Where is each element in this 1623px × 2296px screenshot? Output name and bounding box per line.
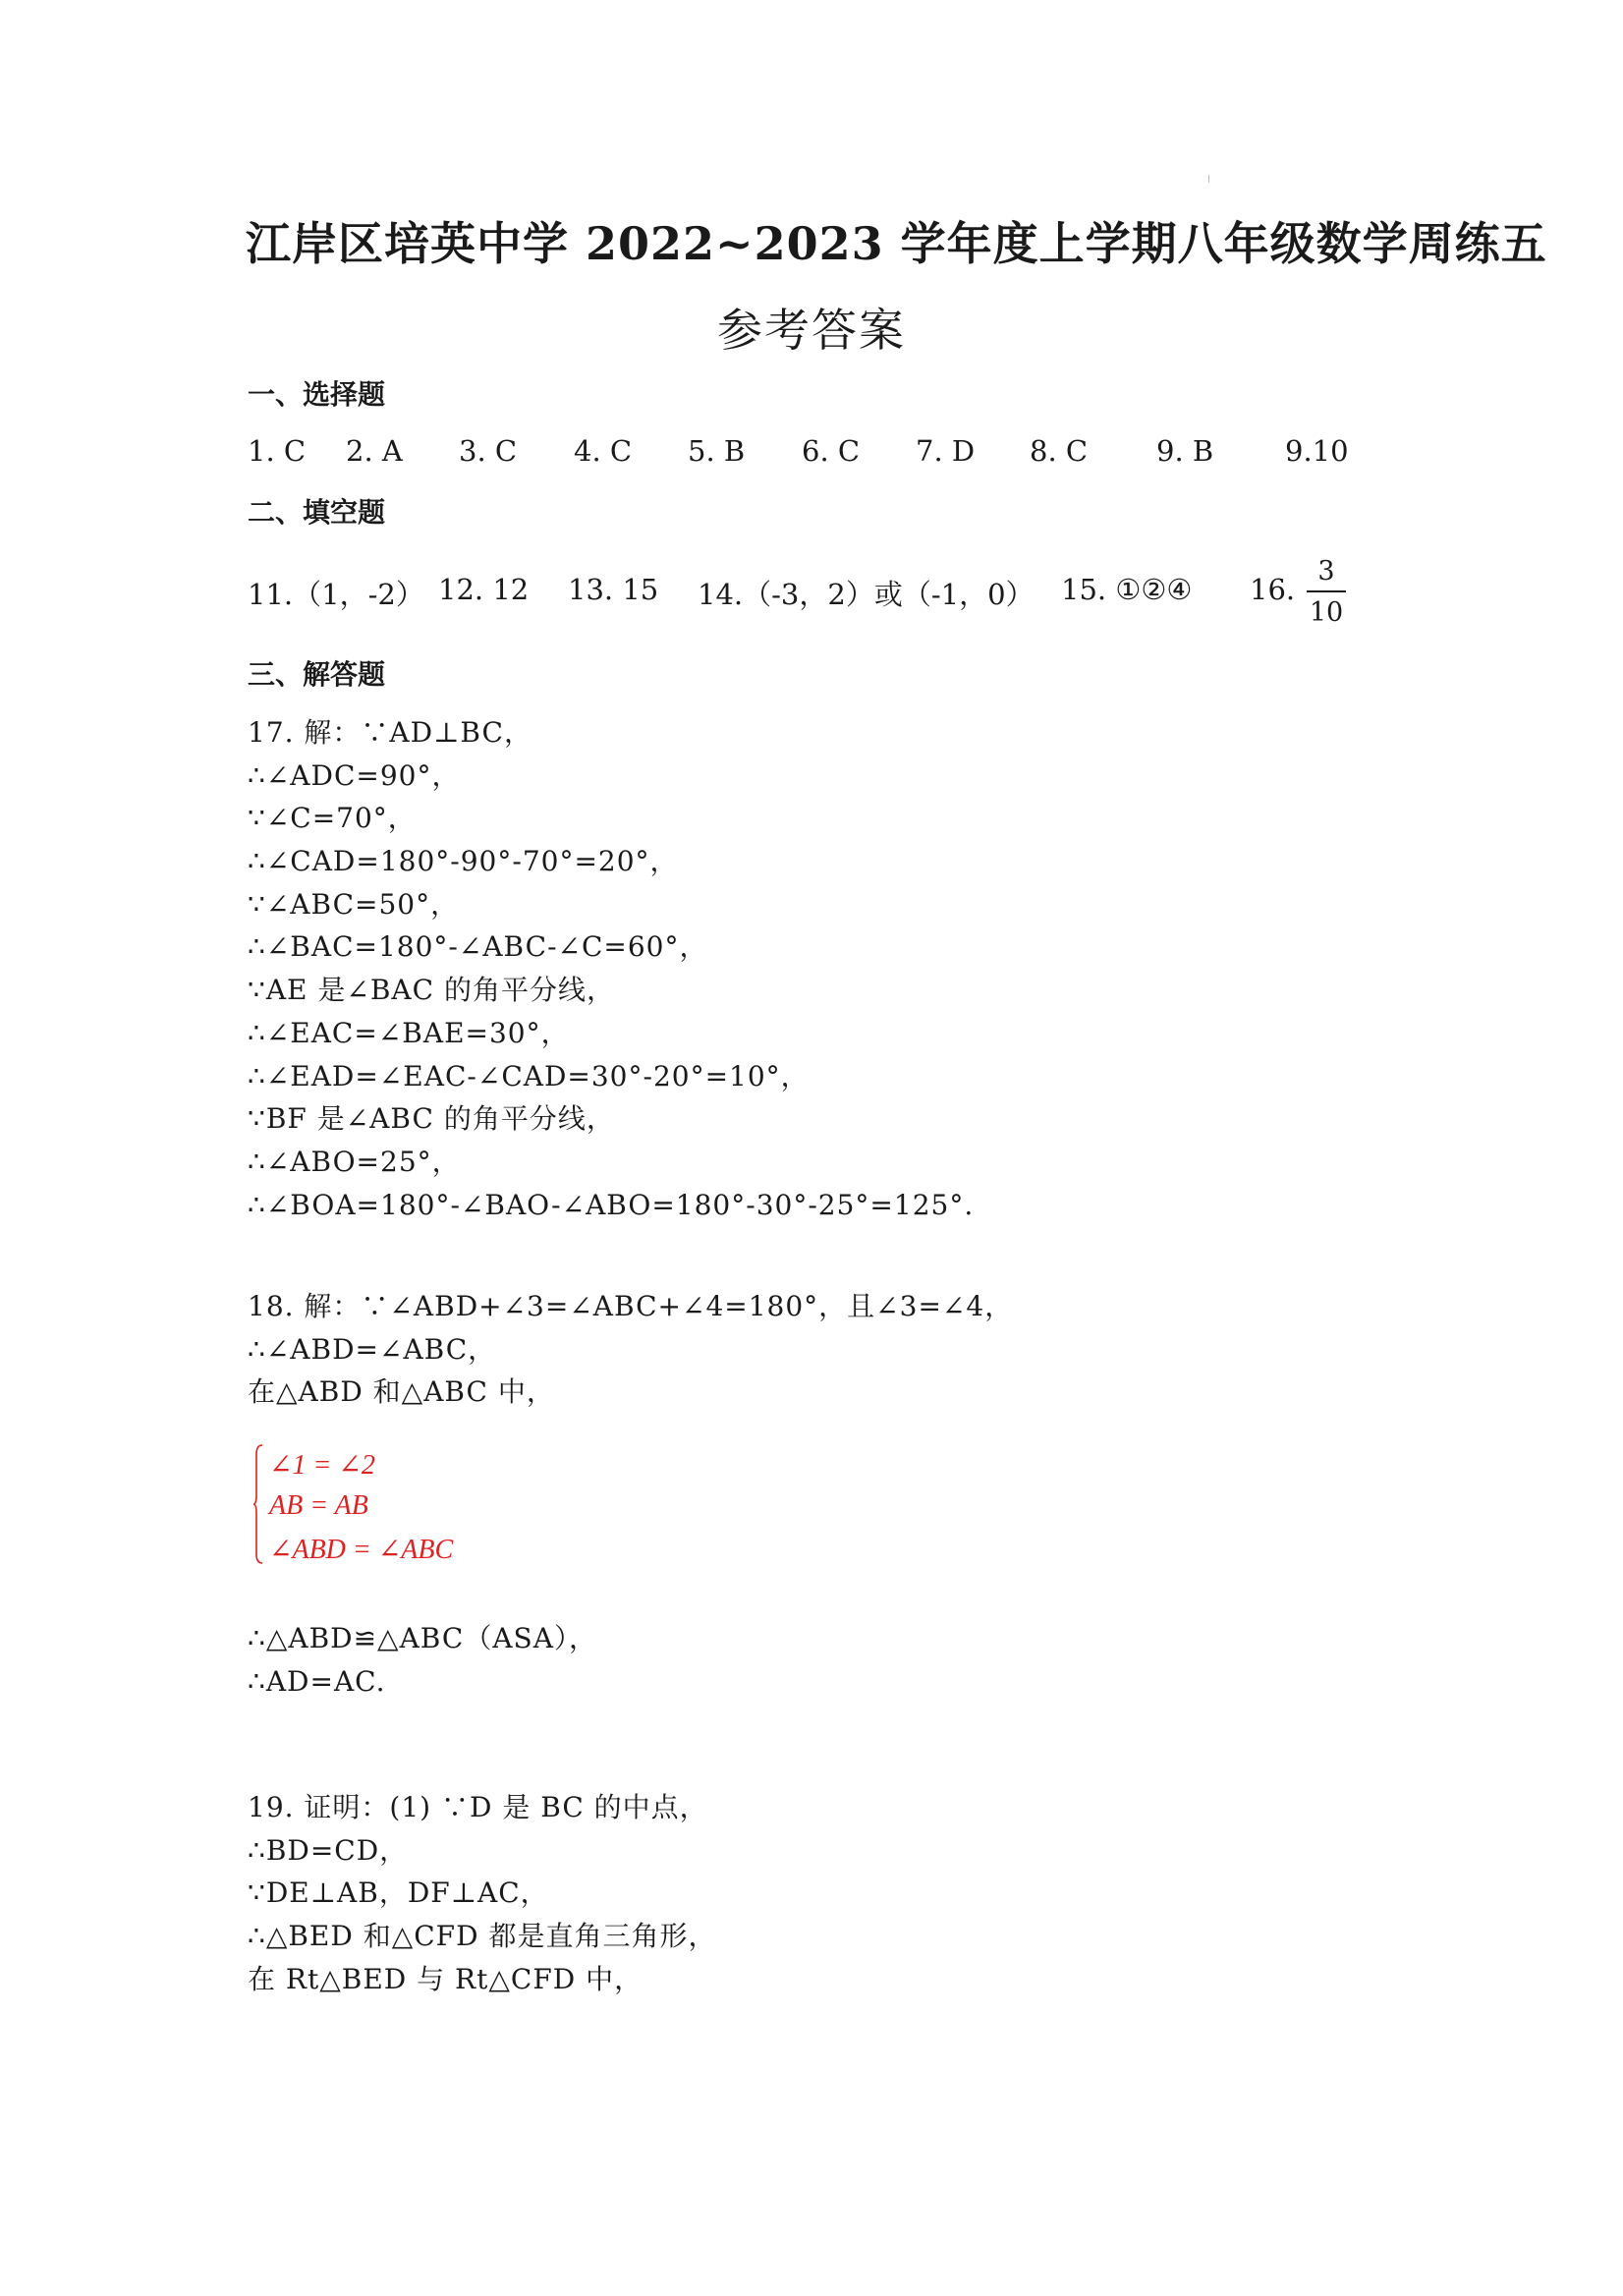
page-mark xyxy=(1208,175,1209,183)
fraction-bar xyxy=(1307,590,1346,592)
fraction-numerator: 3 xyxy=(1317,556,1335,587)
equation-system xyxy=(253,1442,548,1570)
equation-line: ∠1 = ∠2 xyxy=(269,1450,375,1481)
solution-19 xyxy=(248,1786,1377,2000)
solution-line: 在△ABD 和△ABC 中， xyxy=(248,1375,555,1409)
fill-answers-row xyxy=(248,555,1387,634)
fill-answer-15: 15. ①②④ xyxy=(1061,573,1193,606)
solution-17 xyxy=(248,711,1377,1226)
solution-line: ∴∠CAD=180°-90°-70°=20°， xyxy=(248,845,679,878)
solution-line: ∴∠BOA=180°-∠BAO-∠ABO=180°-30°-25°=125°. xyxy=(248,1188,975,1221)
fill-answer-14: 14.（-3，2）或（-1，0） xyxy=(698,578,1035,611)
solution-line: ∴∠ABD=∠ABC， xyxy=(248,1332,497,1366)
choice-answer: 8. C xyxy=(1030,434,1089,468)
fill-answer-13: 13. 15 xyxy=(568,573,659,606)
solution-line: ∵DE⊥AB，DF⊥AC， xyxy=(248,1876,549,1910)
choice-answer: 5. B xyxy=(688,434,746,468)
section-heading-solve: 三、解答题 xyxy=(248,658,386,691)
solution-18 xyxy=(248,1285,1377,1414)
solution-line: 18. 解：∵∠ABD+∠3=∠ABC+∠4=180°，且∠3=∠4， xyxy=(248,1290,1014,1322)
choice-answer: 7. D xyxy=(916,434,976,468)
choice-answer: 4. C xyxy=(574,434,633,468)
choice-answer: 9. B xyxy=(1156,434,1214,468)
page-subtitle: 参考答案 xyxy=(717,304,906,357)
solution-line: ∴△BED 和△CFD 都是直角三角形， xyxy=(248,1920,717,1953)
solution-line: ∴∠BAC=180°-∠ABC-∠C=60°， xyxy=(248,930,708,964)
section-heading-fill: 二、填空题 xyxy=(248,496,386,529)
fraction-denominator: 10 xyxy=(1309,597,1344,628)
fill-answer-11: 11.（1，-2） xyxy=(248,578,424,611)
solution-line: ∵BF 是∠ABC 的角平分线， xyxy=(248,1102,615,1136)
choice-answer: 6. C xyxy=(802,434,861,468)
fill-answer-12: 12. 12 xyxy=(438,573,530,606)
section-heading-choice: 一、选择题 xyxy=(248,378,386,411)
choice-answers-row xyxy=(248,434,1387,474)
choice-answer: 1. C xyxy=(248,434,307,468)
choice-answer: 9.10 xyxy=(1285,434,1349,468)
page-title: 江岸区培英中学 2022~2023 学年度上学期八年级数学周练五 xyxy=(246,217,1547,270)
fill-answer-16-label: 16. xyxy=(1250,573,1296,606)
solution-line: ∴△ABD≌△ABC（ASA）， xyxy=(248,1622,597,1654)
solution-line: 19. 证明：(1) ∵D 是 BC 的中点， xyxy=(248,1791,708,1823)
solution-line: ∴∠ABO=25°， xyxy=(248,1145,461,1178)
left-brace xyxy=(253,1444,263,1564)
solution-line: ∵∠C=70°， xyxy=(248,802,417,835)
choice-answer: 2. A xyxy=(346,434,403,468)
solution-line: ∵AE 是∠BAC 的角平分线， xyxy=(248,974,615,1007)
solution-line: ∴∠EAC=∠BAE=30°， xyxy=(248,1016,570,1049)
solution-line: ∵∠ABC=50°， xyxy=(248,887,460,921)
equation-line: ∠ABD = ∠ABC xyxy=(269,1535,454,1565)
solution-line: 17. 解：∵AD⊥BC， xyxy=(248,716,532,749)
choice-answer: 3. C xyxy=(459,434,518,468)
solution-line: ∴AD=AC. xyxy=(248,1664,386,1698)
fraction xyxy=(1307,555,1346,630)
solution-line: 在 Rt△BED 与 Rt△CFD 中， xyxy=(248,1962,644,1995)
solution-line: ∴∠ADC=90°， xyxy=(248,758,461,792)
solution-line: ∴BD=CD， xyxy=(248,1833,409,1867)
solution-18-conclusion xyxy=(248,1617,1377,1703)
equation-line: AB = AB xyxy=(269,1490,368,1521)
solution-line: ∴∠EAD=∠EAC-∠CAD=30°-20°=10°， xyxy=(248,1059,810,1092)
